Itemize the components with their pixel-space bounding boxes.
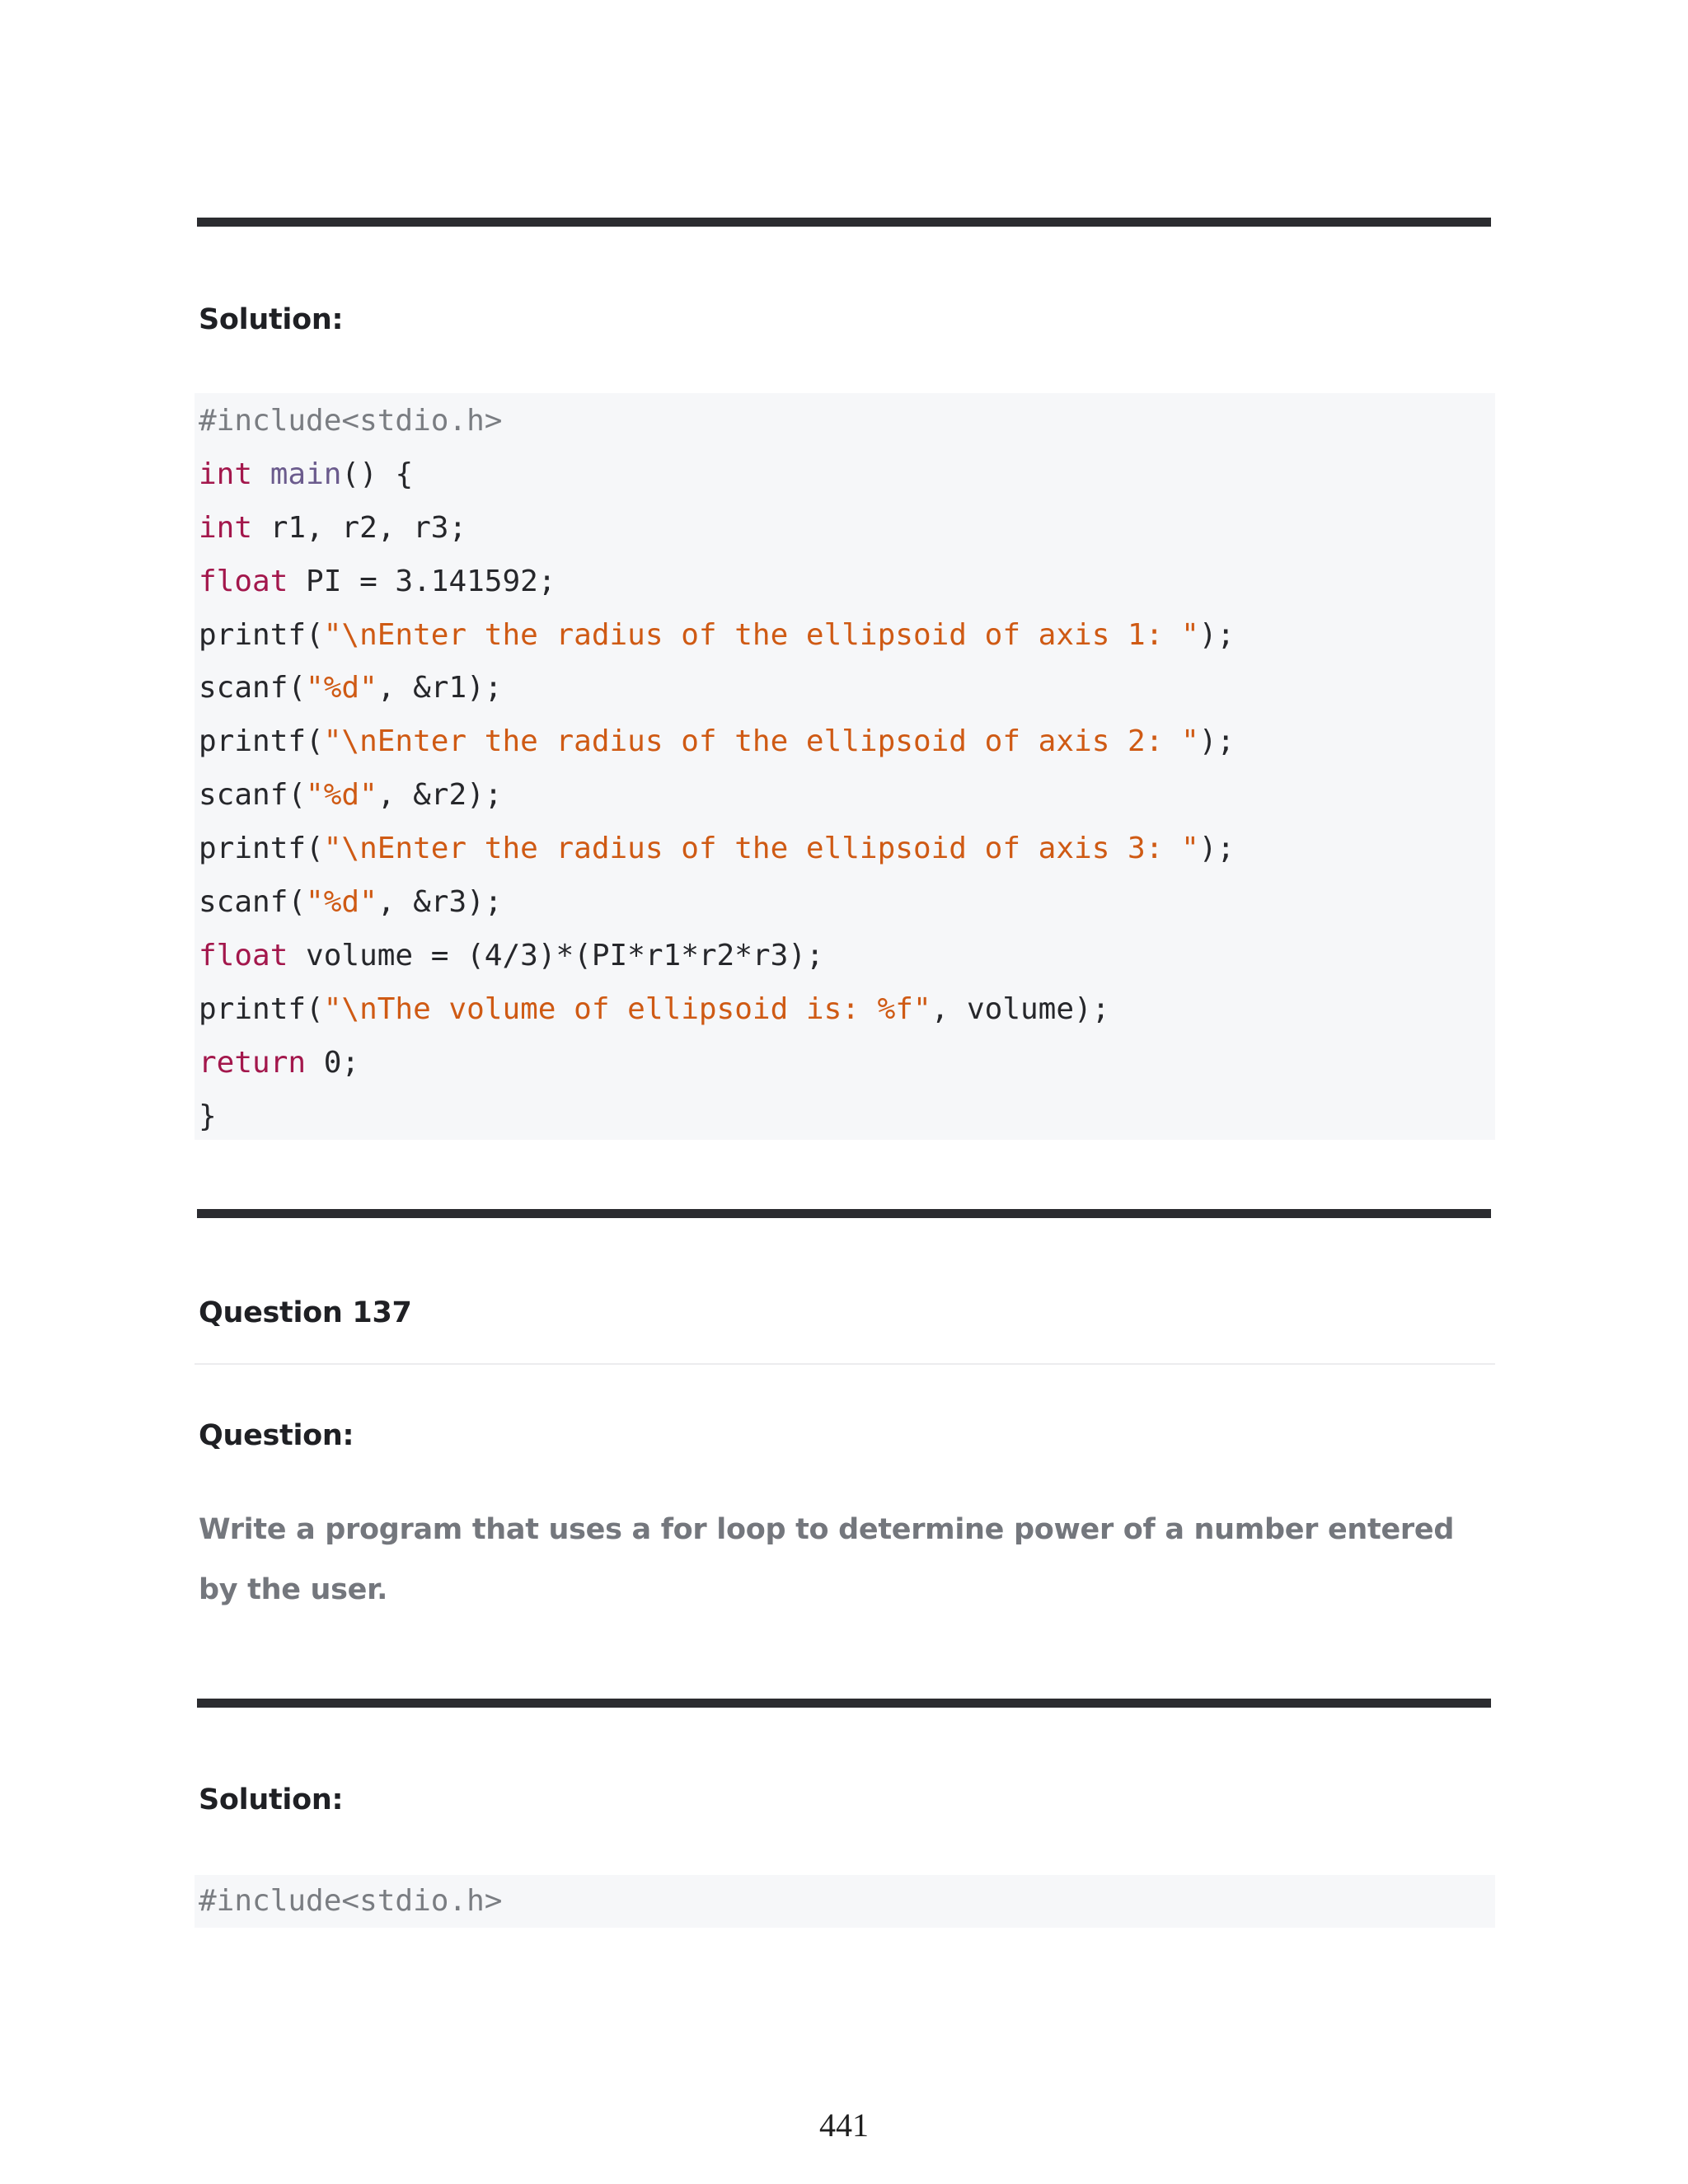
question-number-title: Question 137: [199, 1296, 412, 1329]
question-text: Write a program that uses a for loop to determine power of a number entered by the user.: [199, 1513, 1455, 1606]
code-line: printf("\nThe volume of ellipsoid is: %f", volume);: [199, 991, 1110, 1026]
question-heading: Question:: [199, 1419, 354, 1452]
code-line: return 0;: [199, 1045, 360, 1080]
code-line: scanf("%d", &r2);: [199, 778, 503, 813]
section-divider: [197, 1209, 1491, 1218]
code-line: scanf("%d", &r3);: [199, 885, 503, 920]
solution-heading: Solution:: [199, 303, 344, 336]
code-line: }: [199, 1099, 217, 1133]
code-line: int r1, r2, r3;: [199, 510, 467, 545]
page-number: 441: [819, 2107, 869, 2144]
code-line: printf("\nEnter the radius of the ellipsoid of axis 3: ");: [199, 832, 1236, 866]
code-line: float volume = (4/3)*(PI*r1*r2*r3);: [199, 938, 824, 972]
section-divider: [197, 1699, 1491, 1708]
code-text: [195, 1875, 1495, 1929]
code-block-solution: [195, 1875, 1495, 1928]
code-block-solution: [195, 393, 1495, 1140]
code-text: [195, 393, 1495, 1143]
solution-heading: Solution:: [199, 1783, 344, 1816]
code-line: scanf("%d", &r1);: [199, 671, 503, 705]
code-line: int main() {: [199, 457, 414, 491]
code-line: float PI = 3.141592;: [199, 564, 556, 598]
section-divider-top: [197, 218, 1491, 227]
code-line: #include<stdio.h>: [199, 1884, 503, 1918]
code-line: printf("\nEnter the radius of the ellipsoid of axis 2: ");: [199, 724, 1236, 759]
code-line: printf("\nEnter the radius of the ellipsoid of axis 1: ");: [199, 617, 1236, 652]
code-line: #include<stdio.h>: [199, 404, 503, 438]
title-separator: [195, 1363, 1495, 1365]
